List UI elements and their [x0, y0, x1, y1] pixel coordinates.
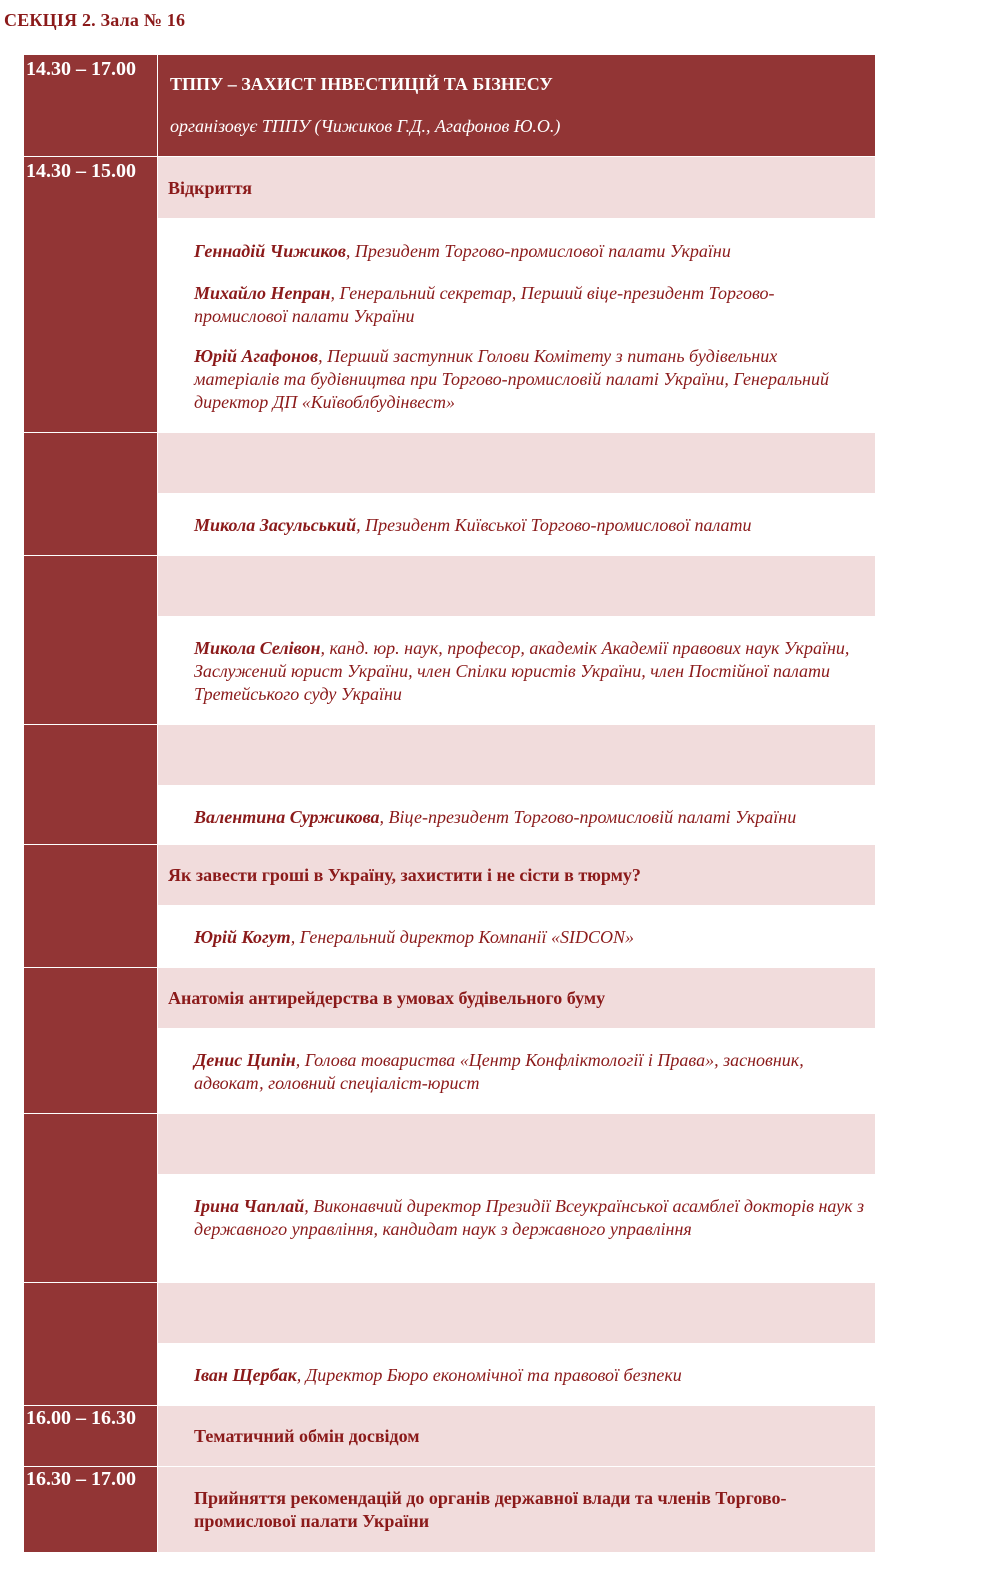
schedule-row-talk: [24, 556, 875, 724]
speaker-name: Ірина Чаплай: [194, 1196, 305, 1216]
talk-speaker-cell: [158, 1029, 875, 1113]
schedule-row-talk: [24, 1114, 875, 1282]
opening-title-cell: [158, 157, 875, 218]
speaker-role: , Виконавчий директор Президії Всеукраїнської асамблеї докторів наук з державного управління, кандидат наук з державного управління: [194, 1196, 865, 1239]
speaker-entry: [194, 1049, 866, 1095]
main-title: ТППУ – ЗАХИСТ ІНВЕСТИЦІЙ ТА БІЗНЕСУ: [170, 74, 553, 94]
closing-title: Прийняття рекомендацій до органів державної влади та членів Торгово-промислової палати України: [194, 1488, 787, 1531]
speaker-role: , Президент Торгово-промислової палати України: [345, 241, 731, 261]
talk-speaker-cell: [158, 906, 875, 967]
talk-speaker-cell: [158, 494, 875, 555]
time-cell: [24, 556, 157, 724]
schedule-row-talk: [24, 725, 875, 844]
schedule-row-closing: [24, 1467, 875, 1552]
organizer-text: організовує ТППУ (Чижиков Г.Д., Агафонов Ю.О.): [170, 116, 561, 136]
schedule-row-opening: [24, 157, 875, 432]
speaker-name: Юрій Когут: [194, 927, 291, 947]
speaker-entry: [194, 514, 866, 537]
talk-title-cell: [158, 845, 875, 905]
speaker-entry: [194, 637, 866, 706]
speaker-role: , Генеральний директор Компанії «SIDCON»: [290, 927, 635, 947]
time-cell: 14.30 – 17.00: [24, 55, 157, 156]
talk-speaker-cell: [158, 1344, 875, 1405]
speaker-entry: [194, 1195, 866, 1241]
speaker-entry: [194, 240, 866, 263]
speaker-name: Микола Селівон: [194, 638, 321, 658]
time-cell: 14.30 – 15.00: [24, 157, 157, 432]
speaker-name: Іван Щербак: [194, 1365, 297, 1385]
speaker-name: Денис Ципін: [194, 1050, 296, 1070]
speaker-role: , Президент Київської Торгово-промислової палати: [356, 515, 752, 535]
schedule-row-closing: [24, 1406, 875, 1466]
speaker-entry: [194, 806, 874, 829]
talk-title-cell: [158, 725, 875, 785]
talk-title: Анатомія антирейдерства в умовах будівельного буму: [168, 988, 606, 1008]
time-cell: [24, 1283, 157, 1405]
schedule-row-talk: [24, 1283, 875, 1405]
talk-title-cell: [158, 968, 875, 1028]
schedule-row-main: [24, 55, 875, 156]
speaker-entry: [194, 345, 866, 414]
time-cell: 16.00 – 16.30: [24, 1406, 157, 1466]
speaker-role: , Перший заступник Голови Комітету з питань будівельних матеріалів та будівництва при Торгово-промисловій палаті України, Генеральний директор ДП «Київоблбудінвест»: [194, 346, 829, 412]
time-cell: [24, 845, 157, 967]
time-cell: [24, 433, 157, 555]
speaker-name: Юрій Агафонов: [194, 346, 319, 366]
speaker-entry: [194, 282, 866, 328]
speaker-name: Валентина Суржикова: [194, 807, 380, 827]
speaker-role: , Директор Бюро економічної та правової безпеки: [296, 1365, 682, 1385]
schedule-row-talk: [24, 845, 875, 967]
closing-title: Тематичний обмін досвідом: [194, 1426, 420, 1446]
speaker-role: , Голова товариства «Центр Конфліктології і Права», засновник, адвокат, головний спеціаліст-юрист: [194, 1050, 804, 1093]
time-cell: [24, 968, 157, 1113]
schedule-row-talk: [24, 968, 875, 1113]
opening-speakers-cell: [158, 219, 875, 432]
speaker-role: , канд. юр. наук, професор, академік Академії правових наук України, Заслужений юрист України, член Спілки юристів України, член Постійної палати Третейського суду України: [194, 638, 850, 704]
speaker-role: , Генеральний секретар, Перший віце-президент Торгово-промислової палати України: [194, 283, 775, 326]
talk-speaker-cell: [158, 786, 875, 844]
talk-title-cell: [158, 556, 875, 616]
closing-title-cell: [158, 1406, 875, 1466]
talk-title-cell: [158, 1283, 875, 1343]
time-cell: [24, 725, 157, 844]
closing-title-cell: [158, 1467, 875, 1552]
speaker-name: Михайло Непран: [194, 283, 331, 303]
schedule-row-talk: [24, 433, 875, 555]
speaker-entry: [194, 1364, 866, 1387]
talk-speaker-cell: [158, 617, 875, 724]
speaker-entry: [194, 926, 866, 949]
talk-title: Як завести гроші в Україну, захистити і не сісти в тюрму?: [168, 865, 641, 885]
section-heading: СЕКЦІЯ 2. Зала № 16: [4, 10, 186, 30]
speaker-role: , Віце-президент Торгово-промисловій палаті України: [379, 807, 797, 827]
main-title-cell: [158, 55, 875, 156]
opening-title: Відкриття: [168, 178, 253, 198]
talk-speaker-cell: [158, 1175, 875, 1282]
speaker-name: Микола Засульський: [194, 515, 357, 535]
time-cell: 16.30 – 17.00: [24, 1467, 157, 1552]
time-cell: [24, 1114, 157, 1282]
talk-title-cell: [158, 433, 875, 493]
talk-title-cell: [158, 1114, 875, 1174]
speaker-name: Геннадій Чижиков: [194, 241, 346, 261]
